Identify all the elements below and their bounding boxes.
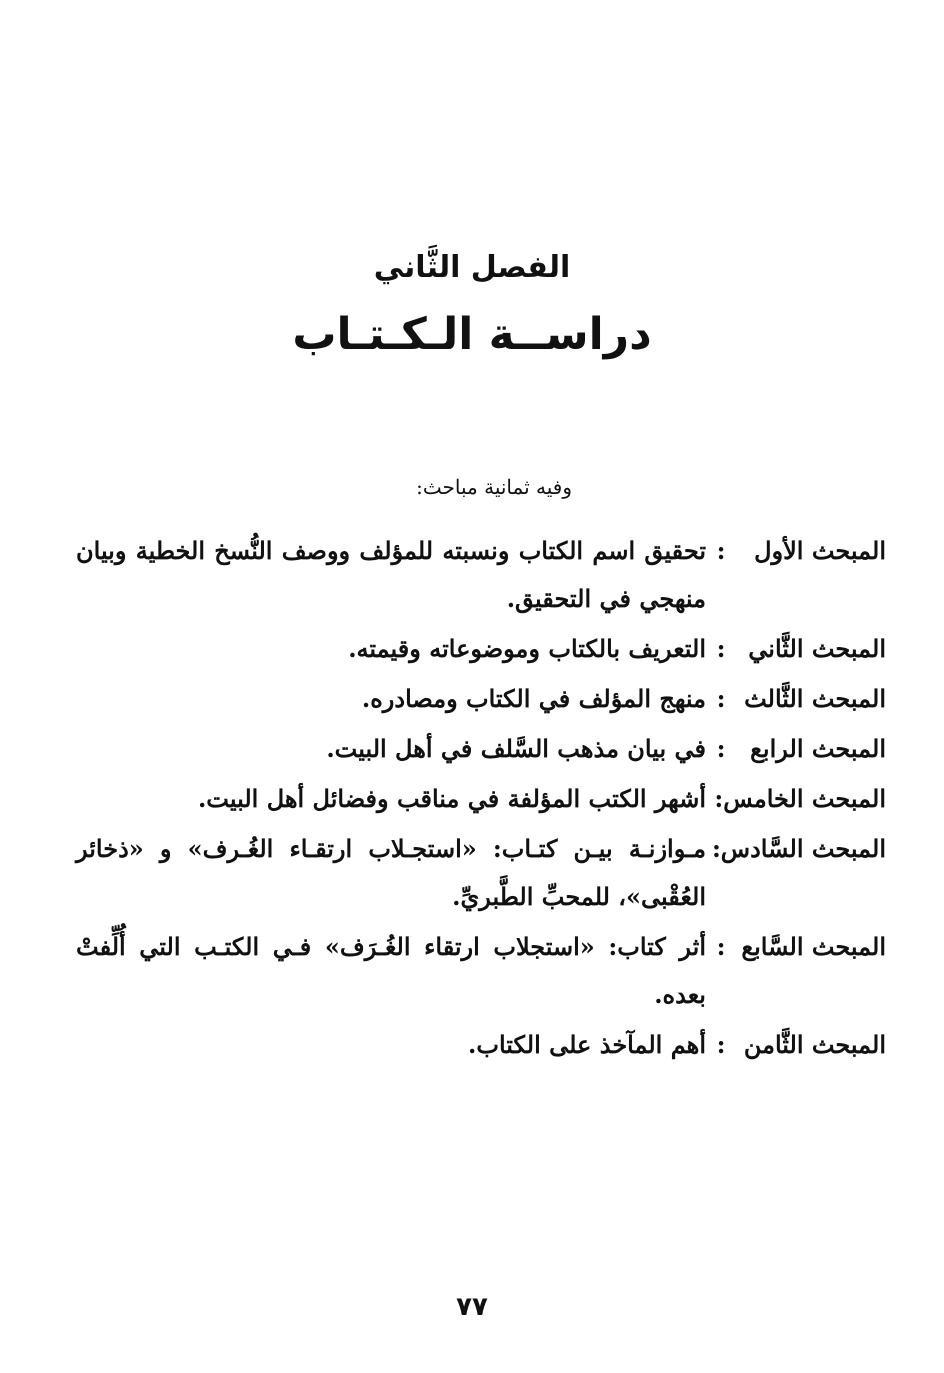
section-row-1 (76, 527, 886, 623)
chapter-title: دراســة الـكـتـاب (292, 309, 652, 360)
section-description: أهم المآخذ على الكتاب. (468, 1030, 706, 1059)
section-separator: : (716, 1030, 726, 1059)
section-row-6 (76, 825, 886, 921)
section-description: منهج المؤلف في الكتاب ومصادره. (361, 684, 706, 713)
section-name: المبحث الثَّاني (748, 634, 886, 663)
section-description: مـوازنـة بيـن كتـاب: «استجـلاب ارتقـاء الغُـرف» و «ذخائر العُقْبى»، للمحبِّ الطَّبريِّ. (76, 834, 706, 911)
section-name: المبحث الخامس: (714, 784, 886, 813)
section-description: تحقيق اسم الكتاب ونسبته للمؤلف ووصف النُّسخ الخطية وبيان منهجي في التحقيق. (76, 536, 706, 613)
section-separator: : (716, 536, 726, 565)
section-description: التعريف بالكتاب وموضوعاته وقيمته. (348, 634, 706, 663)
page-number: ٧٧ (456, 1292, 488, 1322)
section-name: المبحث الثَّامن (743, 1030, 886, 1059)
section-row-2 (76, 625, 886, 673)
section-description: أشهر الكتب المؤلفة في مناقب وفضائل أهل البيت. (197, 784, 706, 813)
section-name: المبحث الرابع (750, 734, 886, 763)
section-description: أثر كتاب: «استجلاب ارتقاء الغُـرَف» فـي الكتـب التي أُلِّفتْ بعده. (76, 932, 706, 1009)
section-name: المبحث الأول (754, 536, 886, 565)
section-separator: : (716, 734, 726, 763)
chapter-label: الفصل الثَّاني (373, 250, 571, 285)
section-row-5 (76, 775, 886, 823)
section-row-8 (76, 1021, 886, 1069)
section-description: في بيان مذهب السَّلف في أهل البيت. (326, 734, 706, 763)
section-name: المبحث السَّادس: (711, 834, 886, 863)
section-name: المبحث السَّابع (741, 932, 886, 961)
section-separator: : (716, 684, 726, 713)
section-row-7 (76, 923, 886, 1019)
section-separator: : (716, 634, 726, 663)
section-row-4 (76, 725, 886, 773)
sections-list (76, 527, 886, 1071)
section-row-3 (76, 675, 886, 723)
intro-text: وفيه ثمانية مباحث: (416, 475, 572, 499)
section-name: المبحث الثَّالث (744, 684, 886, 713)
section-separator: : (716, 932, 726, 961)
